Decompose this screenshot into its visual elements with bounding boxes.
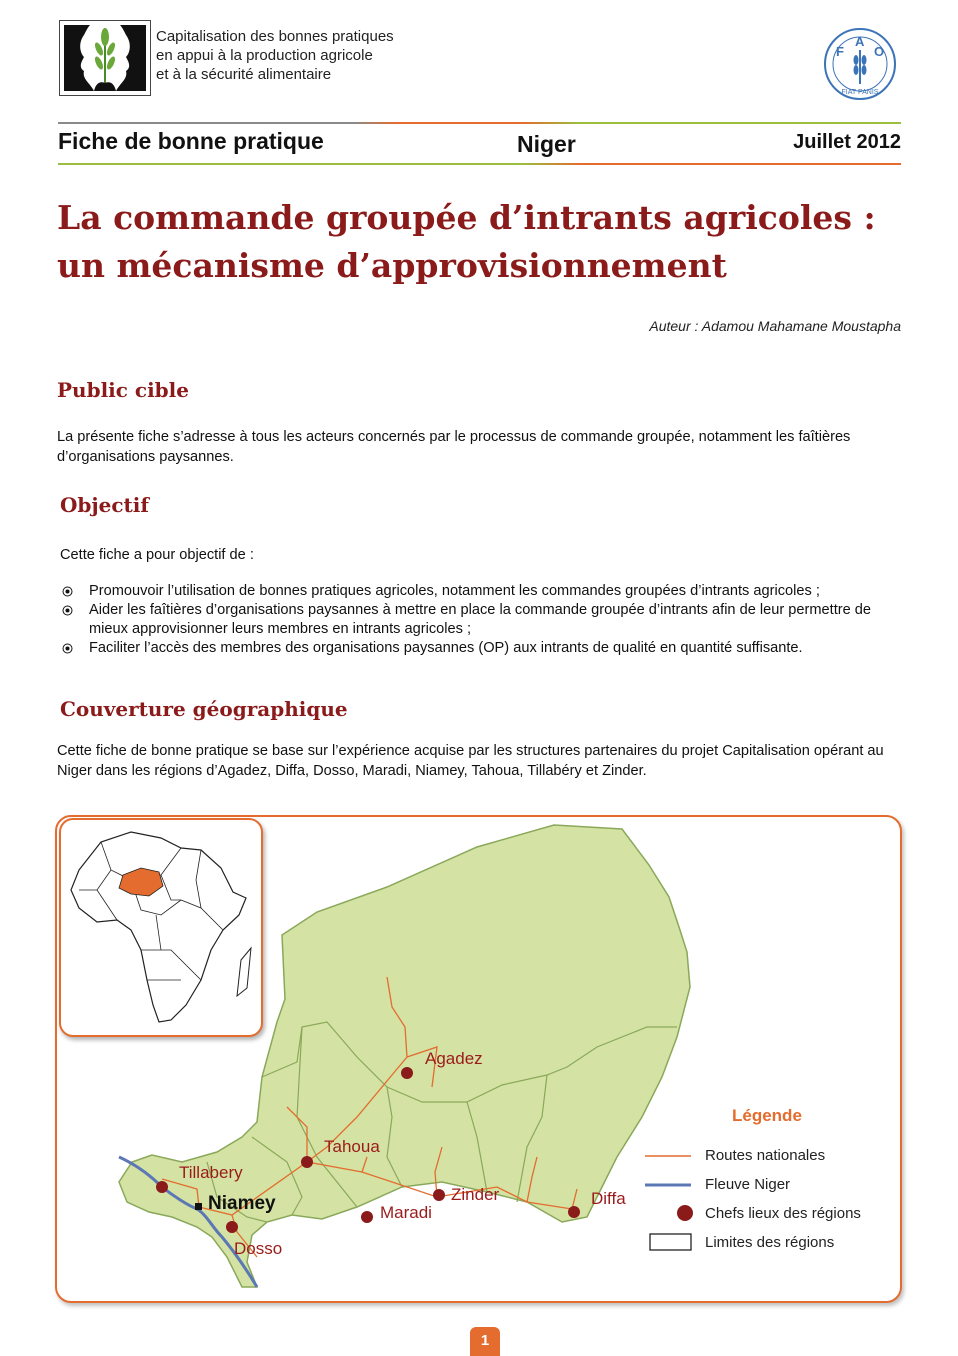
fao-logo-icon	[822, 26, 898, 102]
legend-title: Légende	[732, 1106, 802, 1125]
legend-item-boundaries	[645, 1232, 895, 1254]
objectif-list	[60, 582, 905, 658]
country-label: Niger	[517, 131, 576, 157]
africa-inset-map	[59, 818, 263, 1037]
city-label-diffa: Diffa	[591, 1189, 626, 1208]
radio-bullet-icon	[62, 643, 73, 654]
legend-item-capitals	[645, 1203, 895, 1225]
title-line-1: La commande groupée d’intrants agricoles :	[57, 198, 876, 237]
city-label-maradi: Maradi	[380, 1203, 432, 1222]
list-item-text: Promouvoir l’utilisation de bonnes pratiques agricoles, notamment les commandes groupées d’intrants agricoles ;	[89, 583, 820, 599]
section-text-public: La présente fiche s’adresse à tous les acteurs concernés par le processus de commande groupée, notamment les faîtières d’organisations paysannes.	[57, 429, 851, 465]
author-line: Auteur : Adamou Mahamane Moustapha	[649, 318, 901, 334]
legend-item-roads	[645, 1145, 895, 1167]
banner-top-rule	[58, 122, 901, 124]
legend-label: Chefs lieux des régions	[705, 1205, 861, 1222]
capital-dot-icon	[645, 1203, 693, 1225]
fao-letter: O	[874, 44, 885, 59]
list-item	[60, 639, 905, 658]
capitalisation-logo-icon	[59, 20, 151, 96]
caption-line: en appui à la production agricole	[156, 47, 373, 64]
caption-line: et à la sécurité alimentaire	[156, 66, 332, 83]
section-text-couverture: Cette fiche de bonne pratique se base sur l’expérience acquise par les structures partenaires du projet Capitalisation opérant au Niger dans les régions d’Agadez, Diffa, Dosso, Maradi, Niamey, Tahoua, Tillabéry et Zinder.	[57, 743, 884, 779]
city-label-tillabery: Tillabery	[179, 1163, 243, 1182]
list-item-text: Aider les faîtières d’organisations paysannes à mettre en place la commande groupée d’intrants afin de leur permettre de mieux approvisionner leurs membres en intrants agricoles ;	[89, 602, 872, 637]
page-title	[57, 194, 917, 290]
fao-motto: FIAT PANIS	[841, 89, 879, 96]
list-item-text: Faciliter l’accès des membres des organisations paysannes (OP) aux intrants de qualité en quantité suffisante.	[89, 640, 803, 656]
city-label-dosso: Dosso	[234, 1239, 283, 1258]
radio-bullet-icon	[62, 586, 73, 597]
list-item	[60, 582, 905, 601]
page-number: 1	[470, 1327, 500, 1356]
header-caption	[156, 27, 394, 84]
legend-label: Fleuve Niger	[705, 1176, 791, 1193]
city-dot-tahoua	[301, 1156, 313, 1168]
city-label-niamey: Niamey	[208, 1193, 276, 1214]
list-item	[60, 601, 905, 639]
africa-outline	[61, 820, 261, 1035]
fao-letter: A	[855, 34, 865, 49]
legend-label: Limites des régions	[705, 1234, 835, 1251]
radio-bullet-icon	[62, 605, 73, 616]
city-dot-dosso	[226, 1221, 238, 1233]
legend-label: Routes nationales	[705, 1147, 826, 1164]
section-heading-objectif: Objectif	[60, 493, 149, 517]
city-label-tahoua: Tahoua	[324, 1137, 380, 1156]
city-label-zinder: Zinder	[451, 1185, 500, 1204]
city-dot-maradi	[361, 1211, 373, 1223]
fao-letter: F	[836, 44, 844, 59]
banner-bottom-rule	[58, 163, 901, 165]
city-dot-tillabery	[156, 1181, 168, 1193]
city-label-agadez: Agadez	[425, 1049, 483, 1068]
fiche-label: Fiche de bonne pratique	[58, 128, 324, 154]
road-line-icon	[645, 1145, 693, 1167]
city-dot-agadez	[401, 1067, 413, 1079]
city-dot-zinder	[433, 1189, 445, 1201]
section-heading-public: Public cible	[57, 378, 189, 402]
city-dot-diffa	[568, 1206, 580, 1218]
river-line-icon	[645, 1174, 693, 1196]
caption-line: Capitalisation des bonnes pratiques	[156, 28, 394, 45]
title-line-2: un mécanisme d’approvisionnement	[57, 246, 727, 285]
legend-item-river	[645, 1174, 895, 1196]
section-heading-couverture: Couverture géographique	[60, 697, 348, 721]
date-label: Juillet 2012	[793, 131, 901, 153]
niamey-capital-marker	[195, 1203, 202, 1210]
region-boundary-icon	[645, 1232, 693, 1254]
section-intro-objectif: Cette fiche a pour objectif de :	[60, 547, 254, 563]
